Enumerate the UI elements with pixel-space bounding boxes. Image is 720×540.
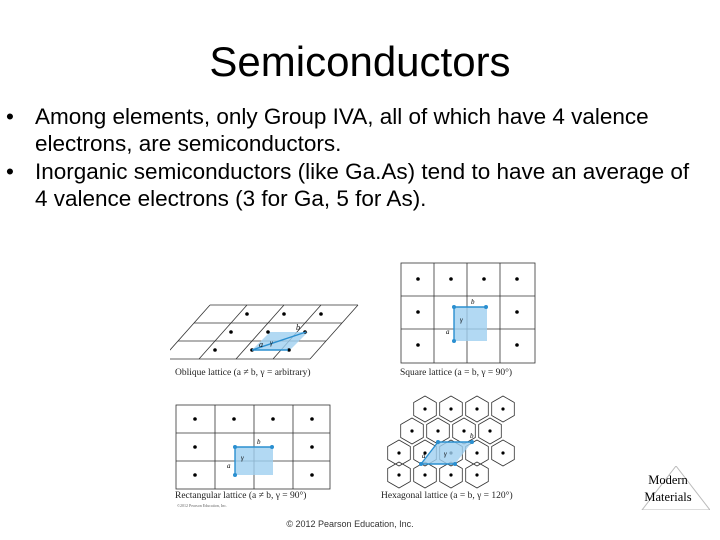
- lattice-point: [410, 429, 413, 432]
- bullet-text: Among elements, only Group IVA, all of which have 4 valence electrons, are semiconductors.: [35, 104, 649, 156]
- lattice-point: [449, 473, 452, 476]
- lattice-point: [501, 407, 504, 410]
- oblique-label-a: a: [259, 340, 263, 349]
- lattice-point: [397, 473, 400, 476]
- lattice-point: [501, 451, 504, 454]
- square-label-b: b: [471, 298, 475, 306]
- oblique-label-b: b: [296, 323, 300, 332]
- hexagonal-lattice-figure: [380, 394, 530, 494]
- hexagonal-label-gamma: γ: [444, 450, 447, 458]
- square-lattice-figure: [400, 262, 536, 364]
- hexagonal-caption: Hexagonal lattice (a = b, γ = 120°): [381, 491, 513, 501]
- square-label-gamma: γ: [460, 316, 463, 324]
- lattice-point: [488, 429, 491, 432]
- lattice-point: [449, 407, 452, 410]
- oblique-label-gamma: γ: [270, 339, 273, 347]
- oblique-lattice-figure: [170, 300, 360, 370]
- bullet-dot: •: [6, 104, 14, 129]
- bullet-dot: •: [6, 159, 14, 184]
- hexagonal-label-b: b: [470, 432, 474, 440]
- hexagonal-label-a: a: [422, 452, 426, 460]
- lattice-point: [475, 473, 478, 476]
- figure-credit: ©2012 Pearson Education, Inc.: [177, 503, 228, 508]
- lattice-point: [462, 429, 465, 432]
- oblique-caption: Oblique lattice (a ≠ b, γ = arbitrary): [175, 368, 311, 378]
- slide-title: Semiconductors: [209, 38, 511, 85]
- rectangular-label-gamma: γ: [241, 454, 244, 462]
- lattice-point: [475, 407, 478, 410]
- rectangular-caption: Rectangular lattice (a ≠ b, γ = 90°): [175, 491, 307, 501]
- lattice-point: [475, 451, 478, 454]
- rectangular-label-a: a: [227, 462, 231, 470]
- lattice-point: [436, 429, 439, 432]
- square-label-a: a: [446, 328, 450, 336]
- rectangular-lattice-figure: [175, 404, 331, 490]
- footer-copyright: © 2012 Pearson Education, Inc.: [286, 519, 414, 529]
- corner-label-line2: Materials: [644, 490, 692, 504]
- bullet-item: [0, 103, 720, 157]
- bullet-list: [0, 103, 720, 213]
- lattice-point: [423, 473, 426, 476]
- lattice-point: [423, 407, 426, 410]
- corner-label: [636, 472, 700, 506]
- rectangular-label-b: b: [257, 438, 261, 446]
- square-unit-cell: [454, 307, 487, 341]
- square-caption: Square lattice (a = b, γ = 90°): [400, 368, 513, 378]
- bullet-item: [0, 158, 720, 212]
- lattice-point: [397, 451, 400, 454]
- bullet-text: Inorganic semiconductors (like Ga.As) tend to have an average of 4 valence electrons (3 for Ga, 5 for As).: [35, 159, 690, 211]
- corner-label-line1: Modern: [648, 473, 688, 487]
